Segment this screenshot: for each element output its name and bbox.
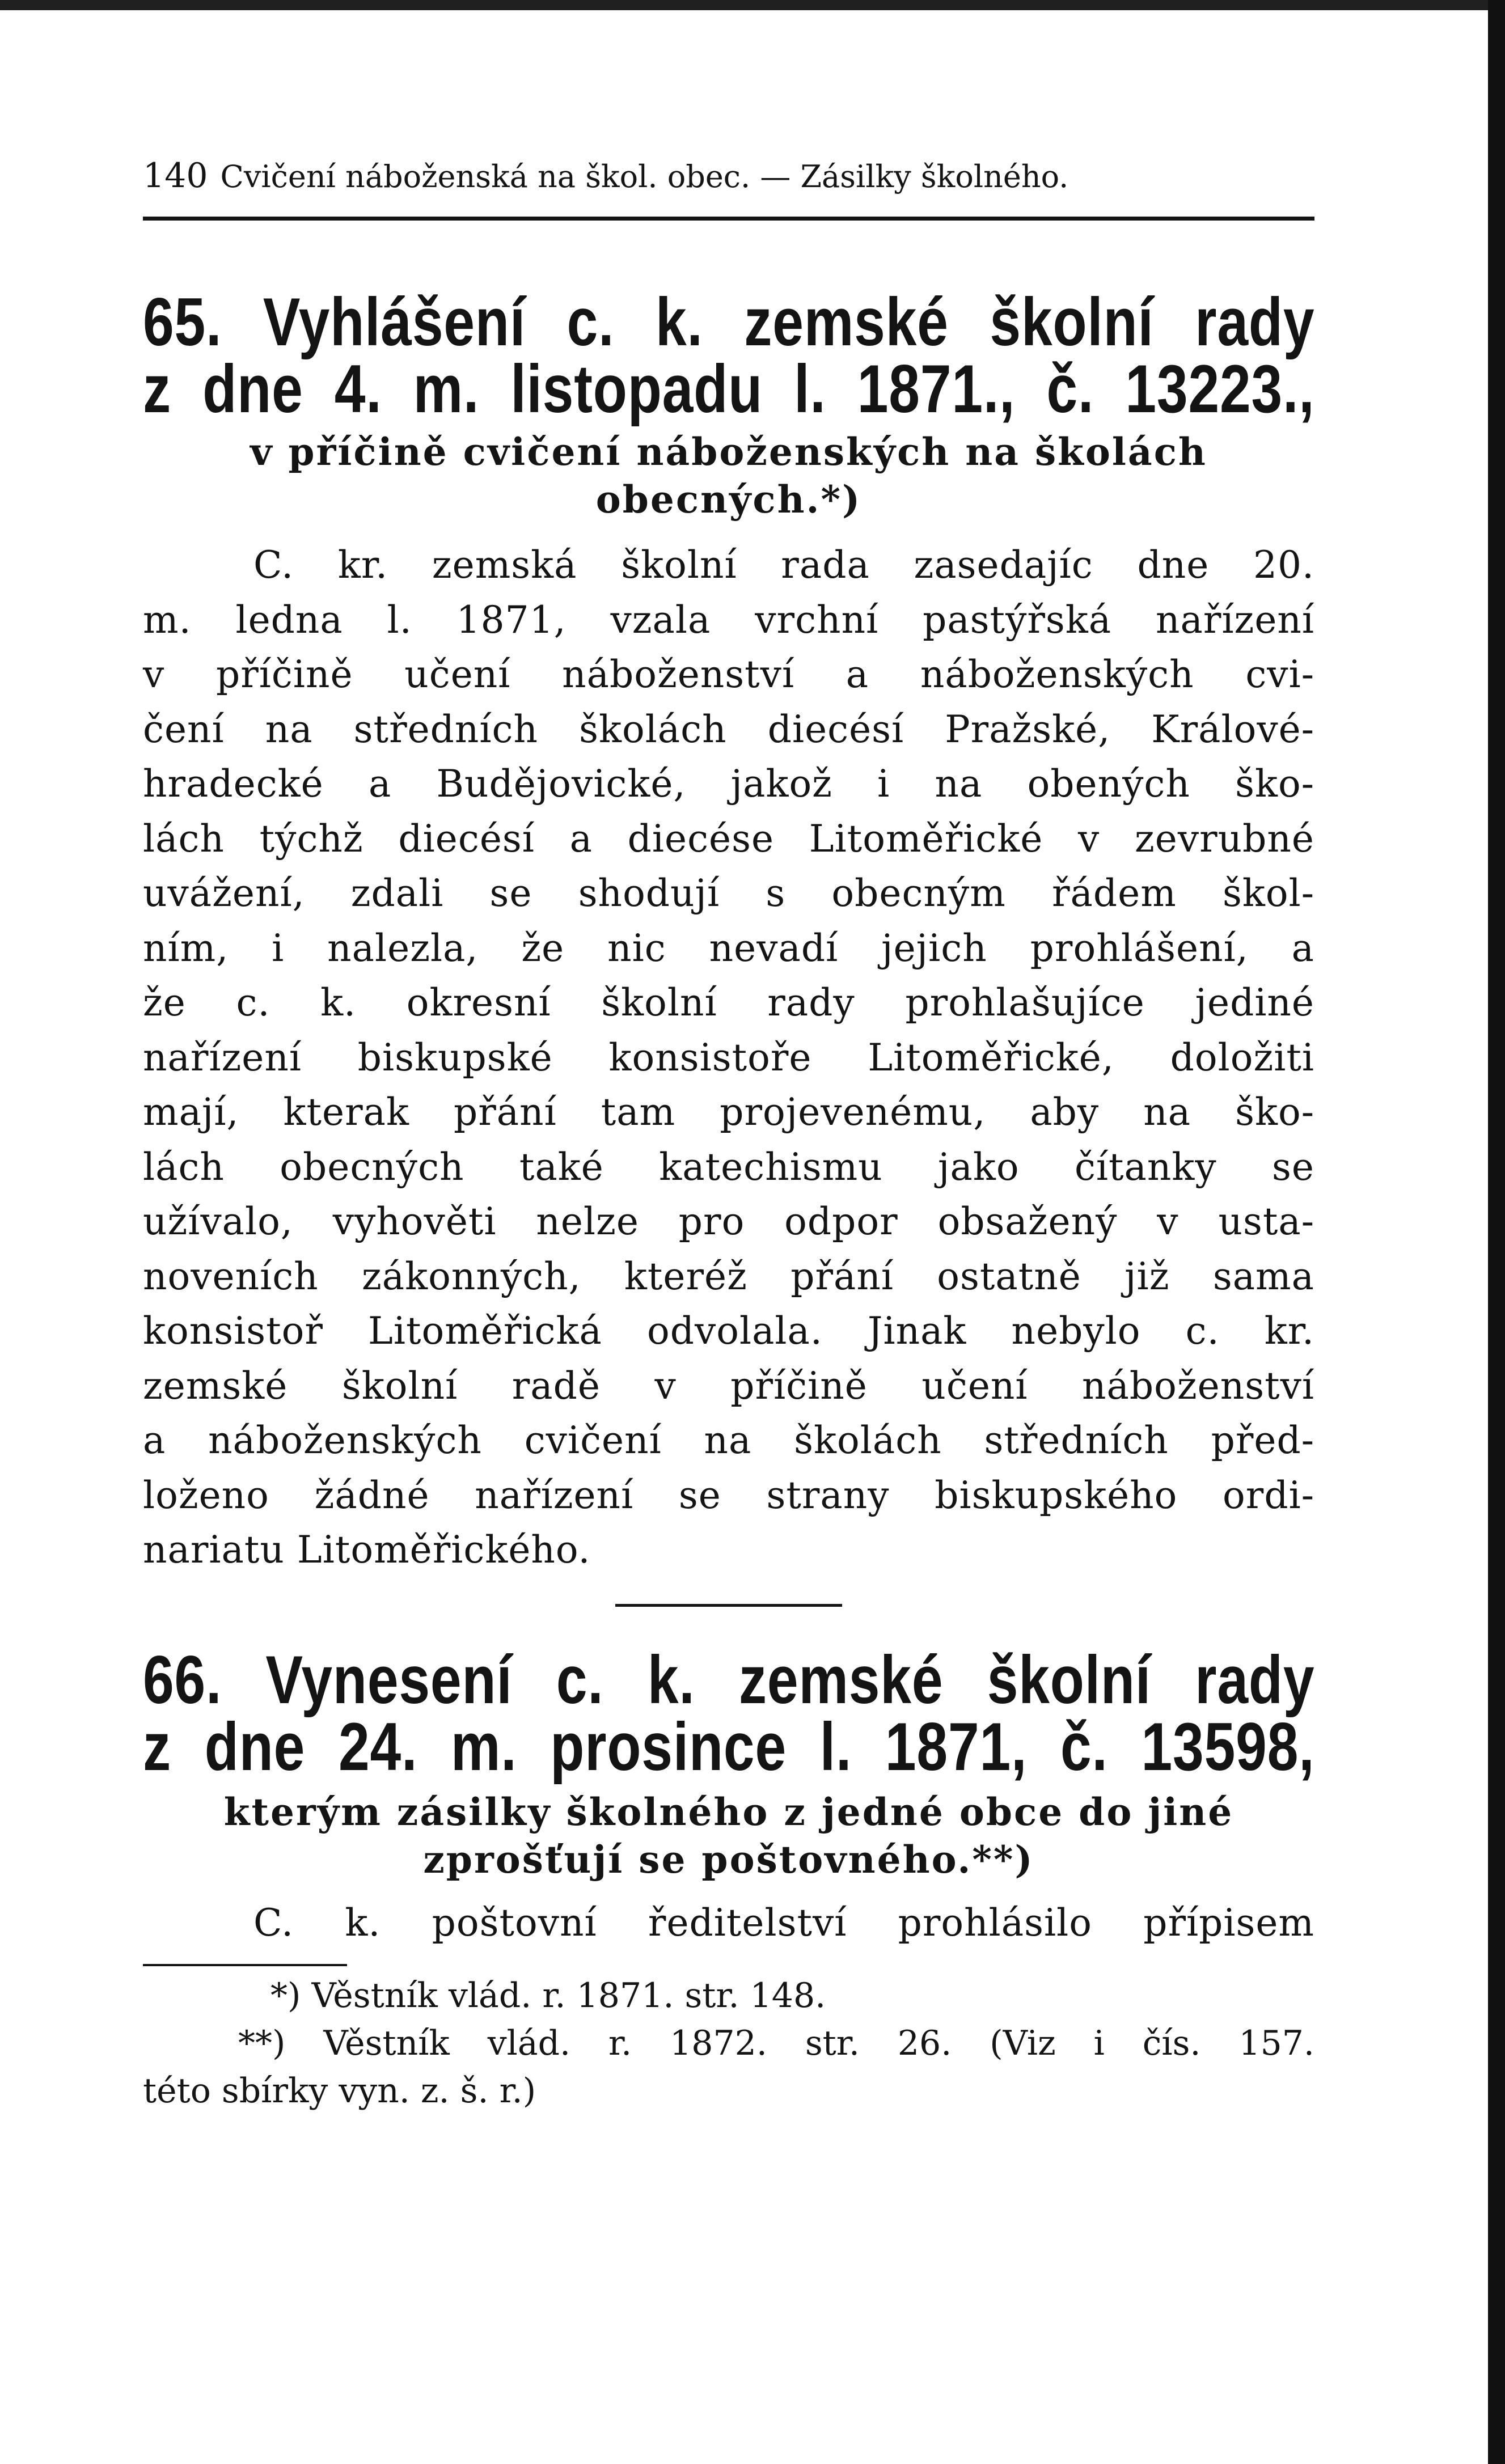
body-line: užívalo, vyhověti nelze pro odpor obsažený v usta- (143, 1200, 1314, 1243)
footnote-line: *) Věstník vlád. r. 1871. str. 148. (270, 1976, 826, 2016)
body-line: a náboženských cvičení na školách středních před- (143, 1419, 1314, 1462)
section-66-subtitle-line: zprošťují se poštovného.**) (423, 1837, 1034, 1882)
section-65-subtitle (143, 428, 1314, 523)
section-65-subtitle-line: obecných.*) (595, 477, 862, 522)
footnote-rule (143, 1964, 347, 1966)
section-66-title-line: z dne 24. m. prosince l. 1871, č. 13598, (143, 1708, 1315, 1785)
body-line: že c. k. okresní školní rady prohlašujíce jediné (143, 981, 1314, 1024)
body-line: loženo žádné nařízení se strany biskupského ordi- (143, 1473, 1314, 1517)
section-65-title (143, 284, 1315, 427)
body-line: mají, kterak přání tam projevenému, aby na ško- (143, 1090, 1314, 1134)
section-65-title-line: 65. Vyhlášení c. k. zemské školní rady (143, 284, 1315, 360)
body-line: C. kr. zemská školní rada zasedajíc dne 20. (253, 543, 1314, 587)
book-page (143, 153, 1314, 2115)
body-line: čení na středních školách diecésí Pražské, Králové- (143, 707, 1314, 751)
section-66-title-line: 66. Vynesení c. k. zemské školní rady (143, 1641, 1315, 1718)
section-65-title-line: z dne 4. m. listopadu l. 1871., č. 13223., (143, 351, 1315, 427)
footnote-line: této sbírky vyn. z. š. r.) (143, 2071, 536, 2111)
scan-border-right (1488, 0, 1505, 2464)
body-line: nařízení biskupské konsistoře Litoměřické, doložiti (143, 1035, 1314, 1079)
body-line: m. ledna l. 1871, vzala vrchní pastýřská nařízení (143, 598, 1314, 642)
section-66-subtitle-line: kterým zásilky školného z jedné obce do jiné (223, 1789, 1234, 1834)
page-number: 140 (143, 156, 208, 196)
body-line: hradecké a Budějovické, jakož i na obených ško- (143, 762, 1314, 806)
body-line: ním, i nalezla, že nic nevadí jejich prohlášení, a (143, 926, 1314, 970)
body-line: lách obecných také katechismu jako čítanky se (143, 1145, 1314, 1189)
section-65-subtitle-line: v příčině cvičení náboženských na školách (250, 430, 1207, 474)
section-65-body (143, 538, 1314, 1578)
body-line: uvážení, zdali se shodují s obecným řádem škol- (143, 871, 1314, 915)
body-line: noveních zákonných, kteréž přání ostatně již sama (143, 1254, 1314, 1298)
body-line: konsistoř Litoměřická odvolala. Jinak nebylo c. kr. (143, 1309, 1314, 1353)
header-rule (143, 217, 1314, 221)
running-head (143, 153, 1314, 200)
footnotes (143, 1972, 1314, 2115)
scan-border-top (0, 0, 1505, 10)
running-title: Cvičení náboženská na škol. obec. — Zásilky školného. (220, 159, 1069, 194)
section-66-title (143, 1641, 1315, 1785)
body-line: zemské školní radě v příčině učení náboženství (143, 1364, 1314, 1408)
body-line: v příčině učení náboženství a náboženských cvi- (143, 653, 1314, 696)
body-line: nariatu Litoměřického. (143, 1528, 591, 1572)
body-line: C. k. poštovní ředitelství prohlásilo přípisem (253, 1900, 1314, 1945)
section-66-subtitle (143, 1788, 1314, 1883)
section-66-body (143, 1896, 1314, 1951)
footnote-line: **) Věstník vlád. r. 1872. str. 26. (Viz i čís. 157. (238, 2023, 1314, 2063)
section-divider (615, 1604, 842, 1607)
body-line: lách týchž diecésí a diecése Litoměřické v zevrubné (143, 816, 1314, 861)
